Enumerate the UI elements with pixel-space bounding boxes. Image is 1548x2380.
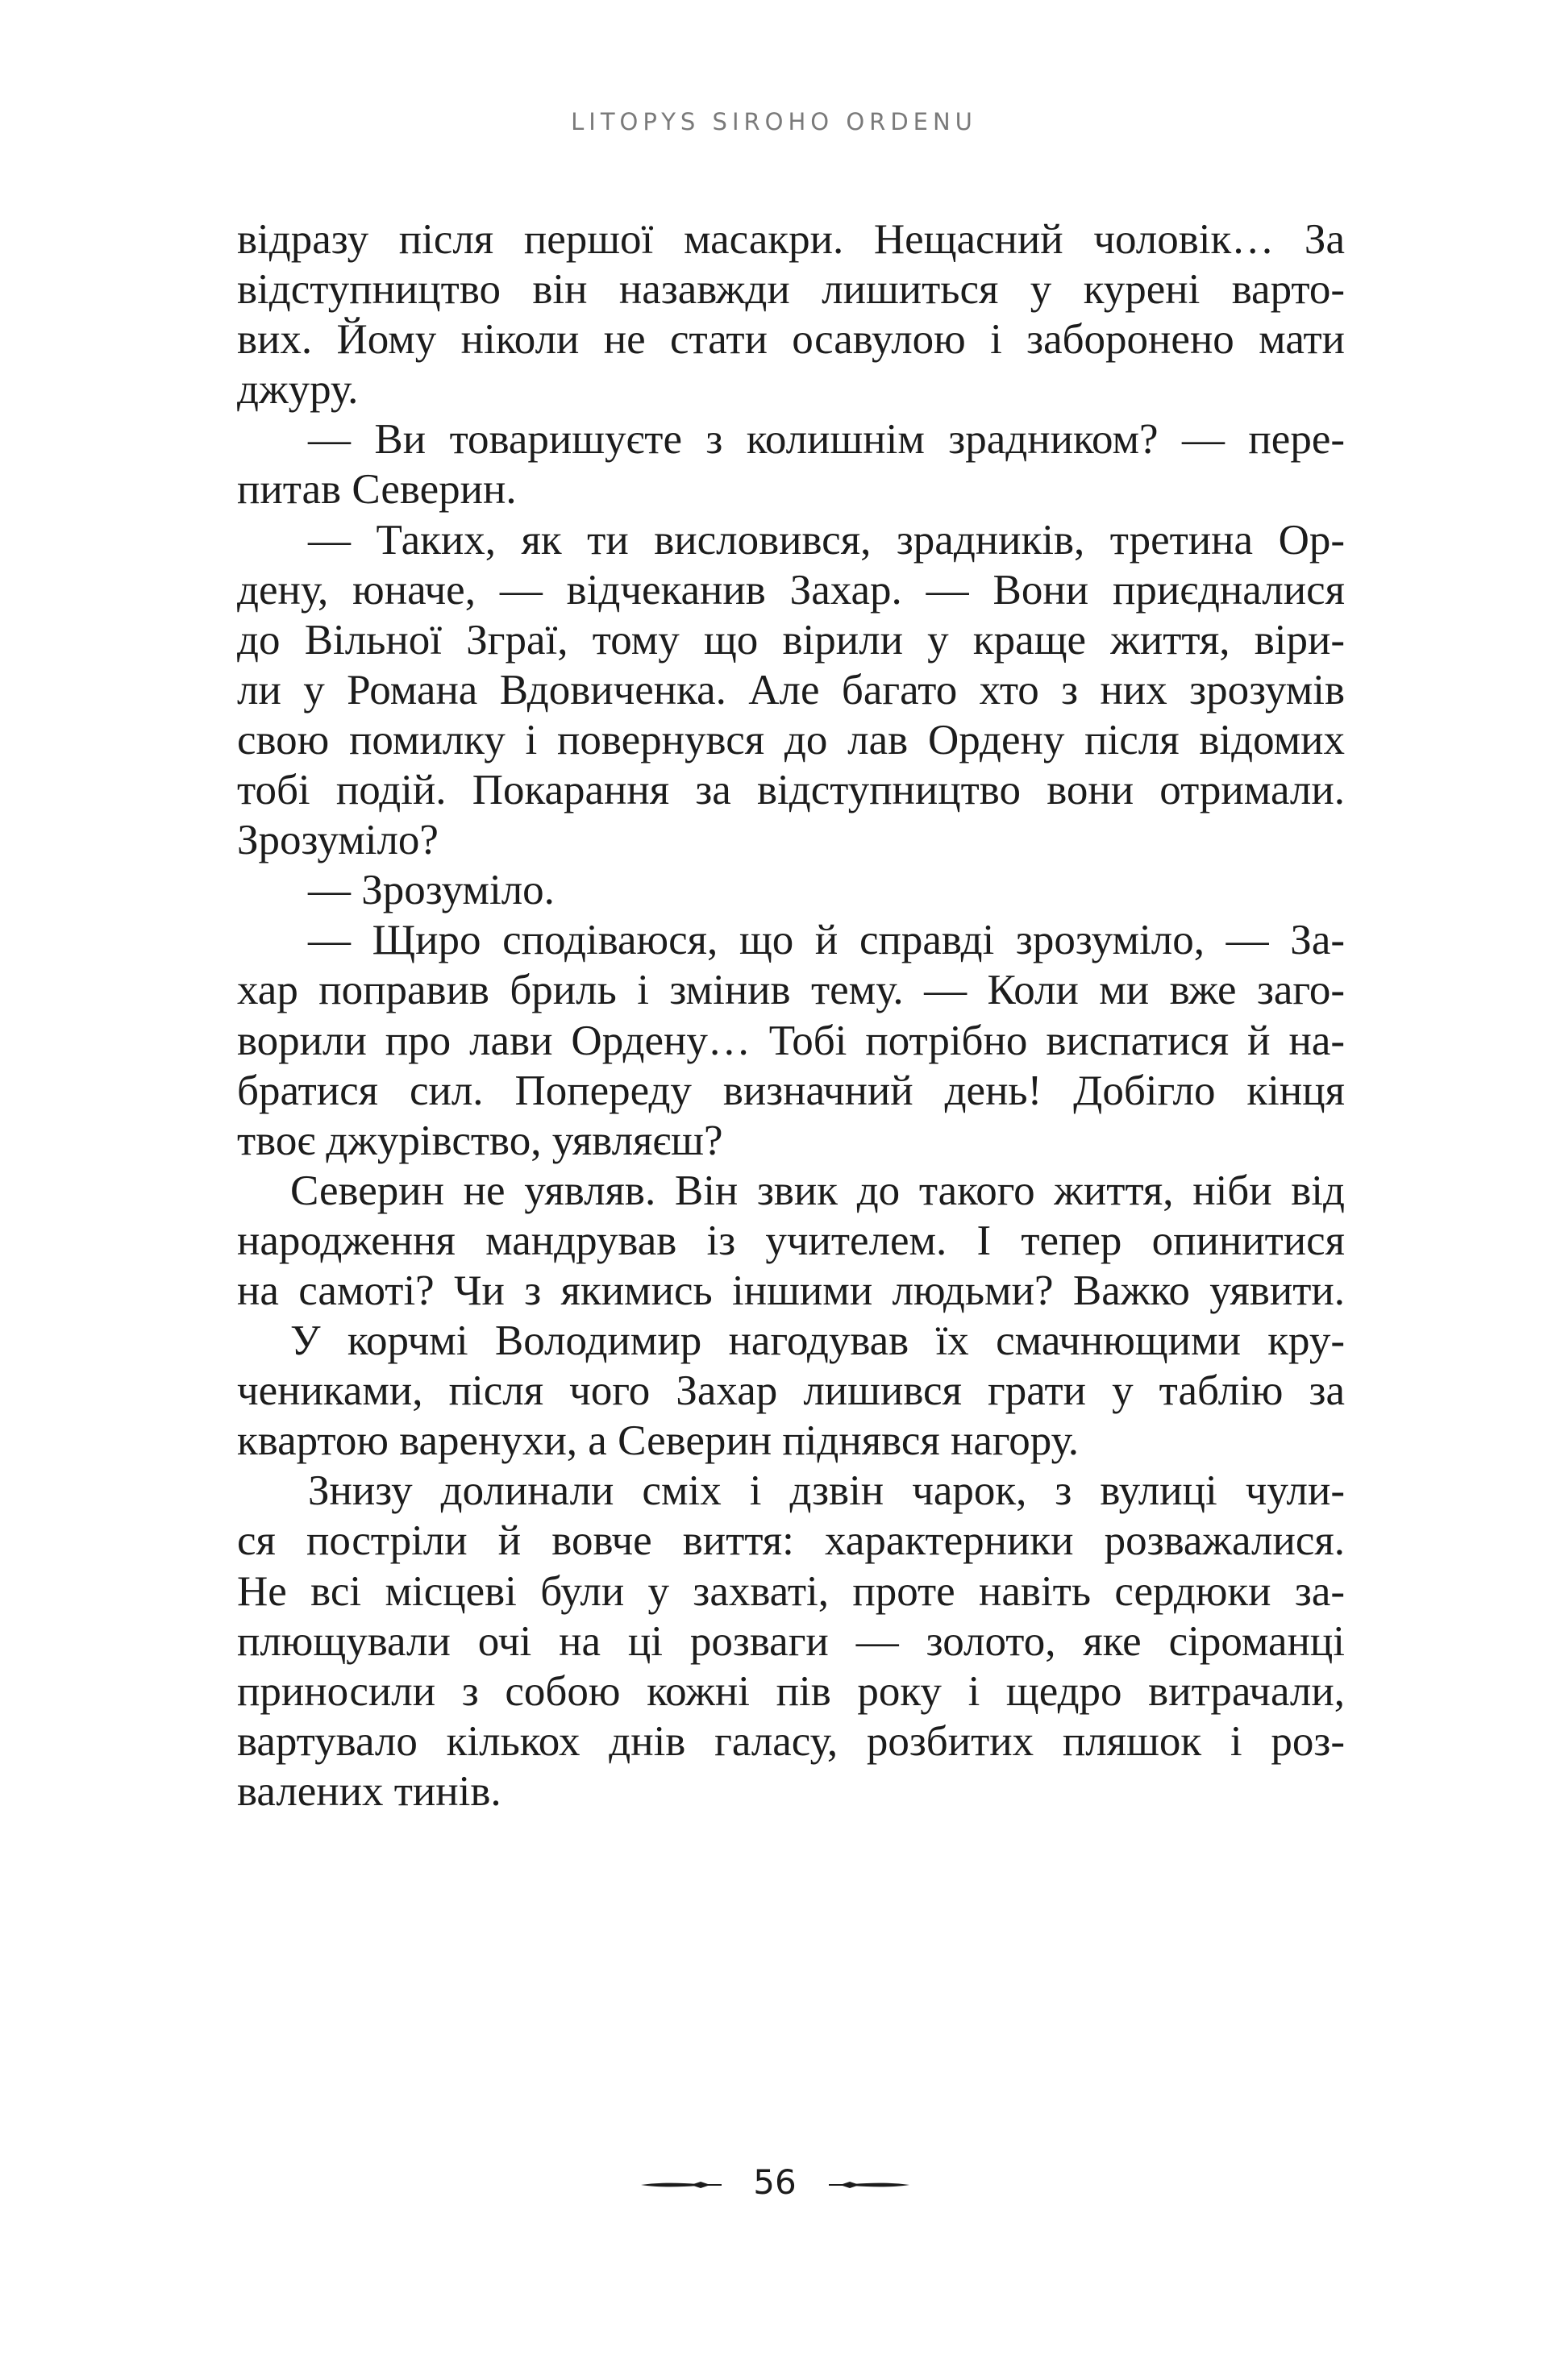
text-line: Северин не уявляв. Він звик до такого життя, ніби від bbox=[290, 1167, 1345, 1214]
text-line: плющували очі на ці розваги — золото, яке сіроманці bbox=[237, 1617, 1345, 1665]
text-line: на самоті? Чи з якимись іншими людьми? Важко уявити. bbox=[237, 1267, 1345, 1314]
text-line: Зрозуміло? bbox=[237, 817, 439, 864]
text-line: твоє джурівство, уявляєш? bbox=[237, 1117, 723, 1164]
text-line: приносили з собою кожні пів року і щедро витрачали, bbox=[237, 1667, 1345, 1715]
text-line: чениками, після чого Захар лишився грати у таблію за bbox=[237, 1367, 1345, 1415]
text-line: дену, юначе, — відчеканив Захар. — Вони приєдналися bbox=[237, 566, 1345, 614]
text-line: відразу після першої масакри. Нещасний чоловік… За bbox=[237, 216, 1345, 263]
text-line: ли у Романа Вдовиченка. Але багато хто з них зрозумів bbox=[237, 666, 1345, 714]
text-line: — Щиро сподіваюся, що й справді зрозуміло, — За- bbox=[308, 917, 1345, 964]
text-line: валених тинів. bbox=[237, 1767, 501, 1815]
text-line: свою помилку і повернувся до лав Ордену після відомих bbox=[237, 716, 1345, 764]
text-line: тобі подій. Покарання за відступництво вони отримали. bbox=[237, 767, 1345, 814]
body-text bbox=[237, 214, 1345, 1816]
page-number: 56 bbox=[753, 2162, 797, 2202]
text-line: — Таких, як ти висловився, зрадників, третина Ор- bbox=[308, 516, 1345, 564]
text-line: хар поправив бриль і змінив тему. — Коли ми вже заго- bbox=[237, 967, 1345, 1014]
text-line: вартувало кількох днів галасу, розбитих пляшок і роз- bbox=[237, 1717, 1345, 1765]
text-line: вих. Йому ніколи не стати осавулою і заборонено мати bbox=[237, 316, 1345, 364]
text-line: — Зрозуміло. bbox=[308, 867, 555, 914]
page-footer bbox=[0, 2158, 1548, 2207]
left-swash-ornament-icon bbox=[641, 2181, 722, 2189]
right-swash-ornament-icon bbox=[829, 2181, 909, 2189]
text-line: квартою варенухи, а Северин піднявся нагору. bbox=[237, 1417, 1080, 1465]
text-line: Знизу долинали сміх і дзвін чарок, з вулиці чули- bbox=[308, 1467, 1345, 1515]
text-line: до Вільної Зграї, тому що вірили у краще життя, віри- bbox=[237, 616, 1345, 664]
text-line: — Ви товаришуєте з колишнім зрадником? — пере- bbox=[308, 416, 1345, 464]
text-line: ворили про лави Ордену… Тобі потрібно виспатися й на- bbox=[237, 1017, 1345, 1064]
text-line: братися сил. Попереду визначний день! Добігло кінця bbox=[237, 1067, 1345, 1114]
folio-group bbox=[641, 2158, 907, 2207]
text-line: Не всі місцеві були у захваті, проте навіть сердюки за- bbox=[237, 1567, 1345, 1615]
text-line: ся постріли й вовче виття: характерники розважалися. bbox=[237, 1517, 1345, 1565]
text-line: відступництво він назавжди лишиться у курені варто- bbox=[237, 266, 1345, 314]
text-line: У корчмі Володимир нагодував їх смачнющими кру- bbox=[290, 1317, 1345, 1365]
text-line: джуру. bbox=[237, 366, 359, 414]
text-line: народження мандрував із учителем. І тепер опинитися bbox=[237, 1217, 1345, 1264]
text-line: питав Северин. bbox=[237, 466, 517, 514]
running-head: LITOPYS SIROHO ORDENU bbox=[571, 108, 977, 135]
